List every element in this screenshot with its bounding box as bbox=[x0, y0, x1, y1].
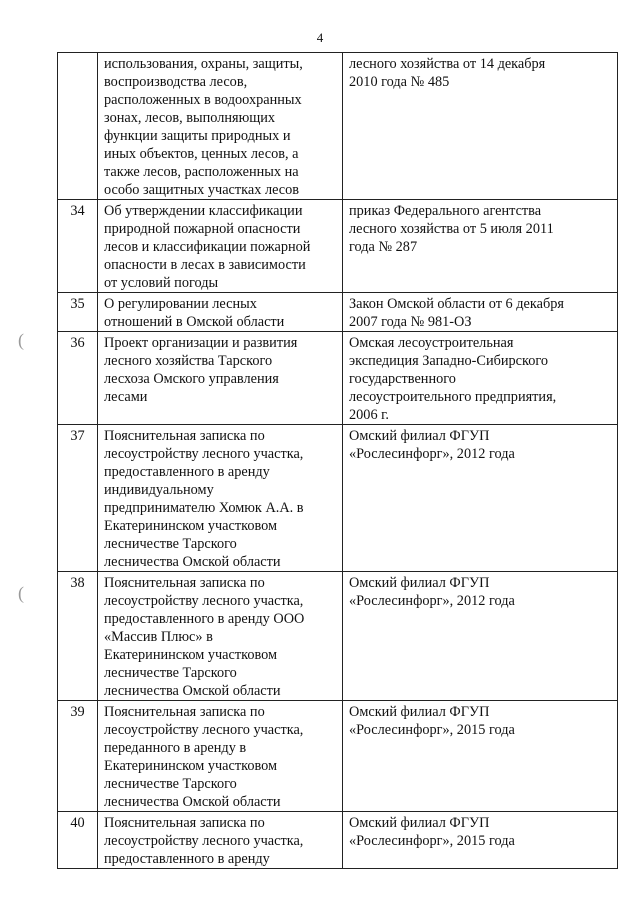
table-row bbox=[58, 332, 618, 425]
document-title: использования, охраны, защиты, воспроизводства лесов, расположенных в водоохранных зонах, лесов, выполняющих функции защиты природных и иных объектов, ценных лесов, а также лесов, расположенных на особо защитных участках лесов bbox=[98, 53, 343, 200]
row-number: 36 bbox=[58, 332, 98, 425]
document-title: Пояснительная записка по лесоустройству лесного участка, предоставленного в аренду ООО «Массив Плюс» в Екатерининском участковом лесничестве Тарского лесничества Омской области bbox=[98, 572, 343, 701]
table-row bbox=[58, 53, 618, 200]
page-number: 4 bbox=[316, 30, 324, 45]
row-number: 34 bbox=[58, 200, 98, 293]
document-title: Пояснительная записка по лесоустройству лесного участка, переданного в аренду в Екатерининском участковом лесничестве Тарского лесничества Омской области bbox=[98, 701, 343, 812]
legal-documents-table bbox=[57, 52, 618, 869]
row-number: 38 bbox=[58, 572, 98, 701]
row-number: 37 bbox=[58, 425, 98, 572]
document-title: Пояснительная записка по лесоустройству лесного участка, предоставленного в аренду индивидуальному предпринимателю Хомюк А.А. в Екатерининском участковом лесничестве Тарского лесничества Омской области bbox=[98, 425, 343, 572]
table-row bbox=[58, 812, 618, 869]
table-row bbox=[58, 425, 618, 572]
document-source: приказ Федерального агентства лесного хозяйства от 5 июля 2011 года № 287 bbox=[343, 200, 618, 293]
table-row bbox=[58, 701, 618, 812]
document-title: Пояснительная записка по лесоустройству лесного участка, предоставленного в аренду bbox=[98, 812, 343, 869]
row-number: 39 bbox=[58, 701, 98, 812]
table-row bbox=[58, 572, 618, 701]
row-number: 35 bbox=[58, 293, 98, 332]
row-number: 40 bbox=[58, 812, 98, 869]
table-row bbox=[58, 293, 618, 332]
row-number bbox=[58, 53, 98, 200]
document-title: О регулировании лесных отношений в Омской области bbox=[98, 293, 343, 332]
margin-bracket-mark: ( bbox=[18, 330, 24, 350]
document-source: Омский филиал ФГУП «Рослесинфорг», 2015 года bbox=[343, 812, 618, 869]
document-source: Омская лесоустроительная экспедиция Западно-Сибирского государственного лесоустроительного предприятия, 2006 г. bbox=[343, 332, 618, 425]
document-title: Проект организации и развития лесного хозяйства Тарского лесхоза Омского управления лесами bbox=[98, 332, 343, 425]
document-source: Закон Омской области от 6 декабря 2007 года № 981-ОЗ bbox=[343, 293, 618, 332]
document-source: Омский филиал ФГУП «Рослесинфорг», 2012 года bbox=[343, 425, 618, 572]
document-source: Омский филиал ФГУП «Рослесинфорг», 2012 года bbox=[343, 572, 618, 701]
document-source: Омский филиал ФГУП «Рослесинфорг», 2015 года bbox=[343, 701, 618, 812]
document-title: Об утверждении классификации природной пожарной опасности лесов и классификации пожарной опасности в лесах в зависимости от условий погоды bbox=[98, 200, 343, 293]
document-source: лесного хозяйства от 14 декабря 2010 года № 485 bbox=[343, 53, 618, 200]
table-row bbox=[58, 200, 618, 293]
margin-bracket-mark: ( bbox=[18, 583, 24, 603]
